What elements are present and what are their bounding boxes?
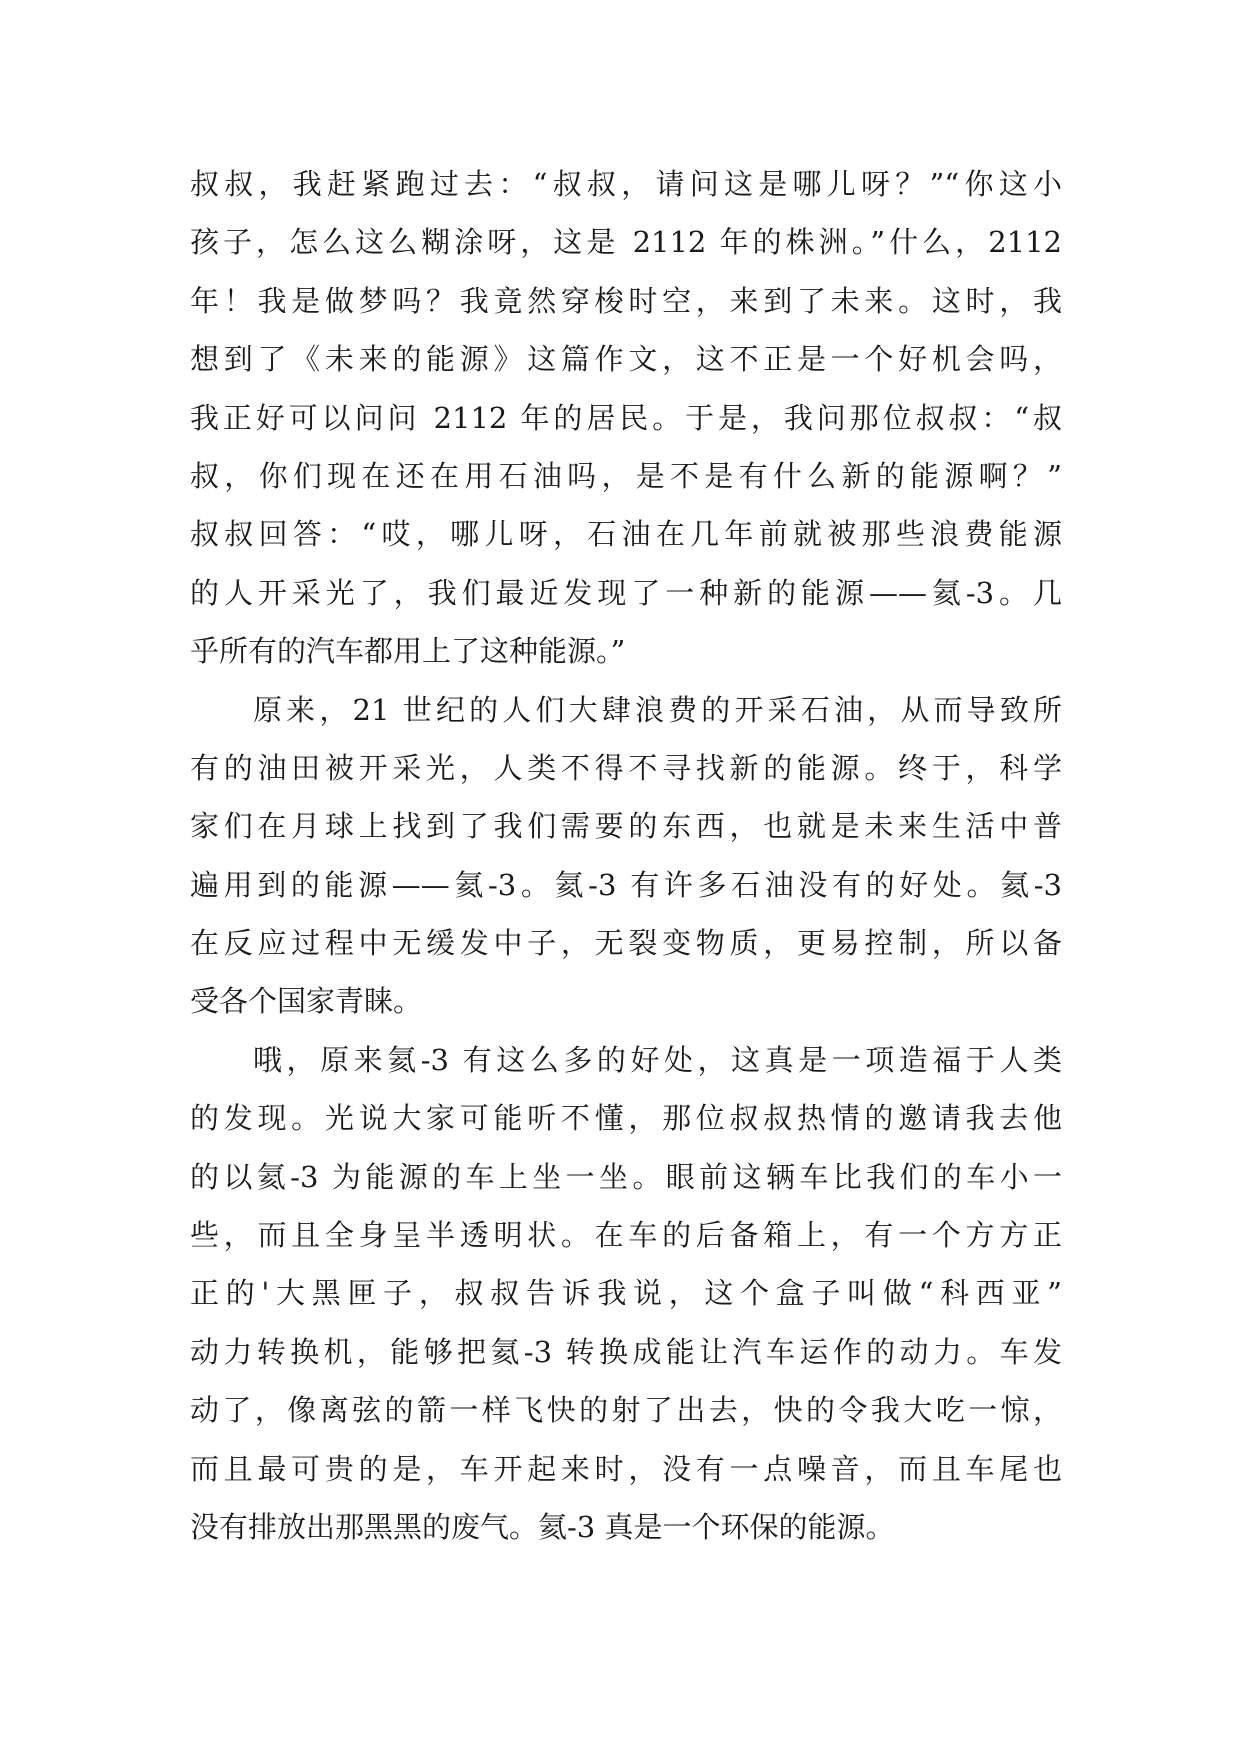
text-line: 没有排放出那黑黑的废气。氦-3 真是一个环保的能源。 xyxy=(190,1509,895,1544)
text-line: 动了，像离弦的箭一样飞快的射了出去，快的令我大吃一惊， xyxy=(190,1393,1062,1428)
text-line: 受各个国家青睐。 xyxy=(190,984,423,1019)
text-line: 动力转换机，能够把氦-3 转换成能让汽车运作的动力。车发 xyxy=(190,1334,1062,1369)
text-line: 遍用到的能源——氦-3。氦-3 有许多石油没有的好处。氦-3 xyxy=(190,867,1062,902)
text-line: 叔，你们现在还在用石油吗，是不是有什么新的能源啊？” xyxy=(190,458,1062,493)
text-line: 年！我是做梦吗？我竟然穿梭时空，来到了未来。这时，我 xyxy=(190,283,1062,318)
text-line: 孩子，怎么这么糊涂呀，这是 2112 年的株洲。”什么，2112 xyxy=(190,225,1062,260)
text-line: 在反应过程中无缓发中子，无裂变物质，更易控制，所以备 xyxy=(190,926,1062,961)
text-line: 原来，21 世纪的人们大肆浪费的开采石油，从而导致所 xyxy=(253,692,1062,727)
text-line: 哦，原来氦-3 有这么多的好处，这真是一项造福于人类 xyxy=(253,1042,1062,1077)
text-line: 的人开采光了，我们最近发现了一种新的能源——氦-3。几 xyxy=(190,575,1062,610)
text-line: 些，而且全身呈半透明状。在车的后备箱上，有一个方方正 xyxy=(190,1218,1062,1253)
text-line: 乎所有的汽车都用上了这种能源。” xyxy=(190,634,626,669)
document-body xyxy=(190,155,1062,1556)
text-line: 家们在月球上找到了我们需要的东西，也就是未来生活中普 xyxy=(190,809,1062,844)
text-line: 叔叔回答：“哎，哪儿呀，石油在几年前就被那些浪费能源 xyxy=(190,517,1062,552)
text-line: 叔叔，我赶紧跑过去：“叔叔，请问这是哪儿呀？”“你这小 xyxy=(190,167,1062,201)
paragraph-3 xyxy=(190,1031,1062,1557)
paragraph-1 xyxy=(190,155,1062,681)
text-line: 想到了《未来的能源》这篇作文，这不正是一个好机会吗， xyxy=(190,342,1062,377)
text-line: 的发现。光说大家可能听不懂，那位叔叔热情的邀请我去他 xyxy=(190,1101,1062,1136)
text-line: 的以氦-3 为能源的车上坐一坐。眼前这辆车比我们的车小一 xyxy=(190,1159,1062,1194)
paragraph-2 xyxy=(190,681,1062,1031)
text-line: 有的油田被开采光，人类不得不寻找新的能源。终于，科学 xyxy=(190,750,1062,785)
text-line: 正的'大黑匣子，叔叔告诉我说，这个盒子叫做“科西亚” xyxy=(190,1276,1062,1311)
text-line: 我正好可以问问 2112 年的居民。于是，我问那位叔叔：“叔 xyxy=(190,400,1062,435)
text-line: 而且最可贵的是，车开起来时，没有一点噪音，而且车尾也 xyxy=(190,1451,1062,1486)
